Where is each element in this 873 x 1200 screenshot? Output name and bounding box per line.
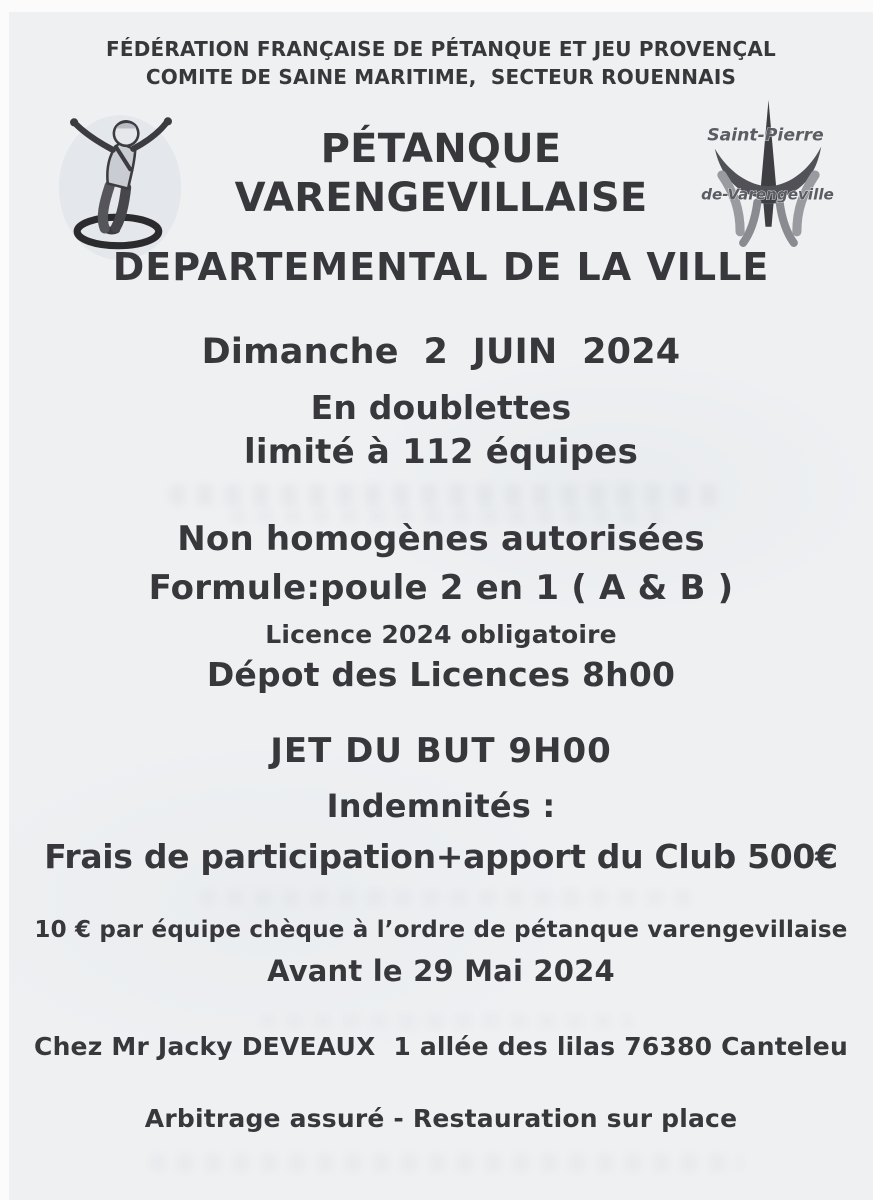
event-date: Dimanche 2 JUIN 2024 (201, 332, 681, 372)
event-title: DEPARTEMENTAL DE LA VILLE (112, 245, 770, 289)
team-limit: limité à 112 équipes (243, 432, 639, 472)
saint-pierre-logo-text-1: Saint-Pierre (707, 125, 824, 146)
jet-du-but-time: JET DU BUT 9H00 (270, 731, 612, 771)
club-name-line-1: PÉTANQUE (320, 126, 562, 172)
club-name-line-2: VARENGEVILLAISE (234, 175, 648, 221)
rule-licence: Licence 2024 obligatoire (265, 620, 617, 649)
bleed-through-artifact (149, 1154, 743, 1172)
flyer-page (9, 12, 873, 1200)
federation-title: FÉDÉRATION FRANÇAISE DE PÉTANQUE ET JEU PROVENÇAL (105, 37, 776, 61)
committee-subtitle: COMITE DE SAINE MARITIME, SECTEUR ROUENNAIS (145, 65, 737, 89)
spire-swoosh-icon (699, 98, 839, 250)
footer-services: Arbitrage assuré - Restauration sur place (144, 1104, 738, 1133)
entry-fee-line: 10 € par équipe chèque à l’ordre de pétanque varengevillaise (34, 917, 848, 943)
indemnites-heading: Indemnités : (326, 787, 556, 825)
contact-address: Chez Mr Jacky DEVEAUX 1 allée des lilas 76380 Canteleu (34, 1032, 848, 1061)
bleed-through-artifact (199, 890, 703, 906)
rule-non-homogenes: Non homogènes autorisées (177, 519, 705, 559)
rule-depot-licences: Dépot des Licences 8h00 (206, 655, 676, 694)
prize-pool-line: Frais de participation+apport du Club 500€ (44, 837, 838, 876)
deadline-line: Avant le 29 Mai 2024 (267, 954, 615, 988)
rule-formule: Formule:poule 2 en 1 ( A & B ) (148, 568, 734, 608)
saint-pierre-logo-text-2: de-Varengeville (701, 185, 834, 204)
bleed-through-artifact (259, 1014, 633, 1028)
saint-pierre-logo (699, 98, 839, 250)
bleed-through-artifact (169, 484, 723, 506)
event-format: En doublettes (310, 388, 572, 427)
